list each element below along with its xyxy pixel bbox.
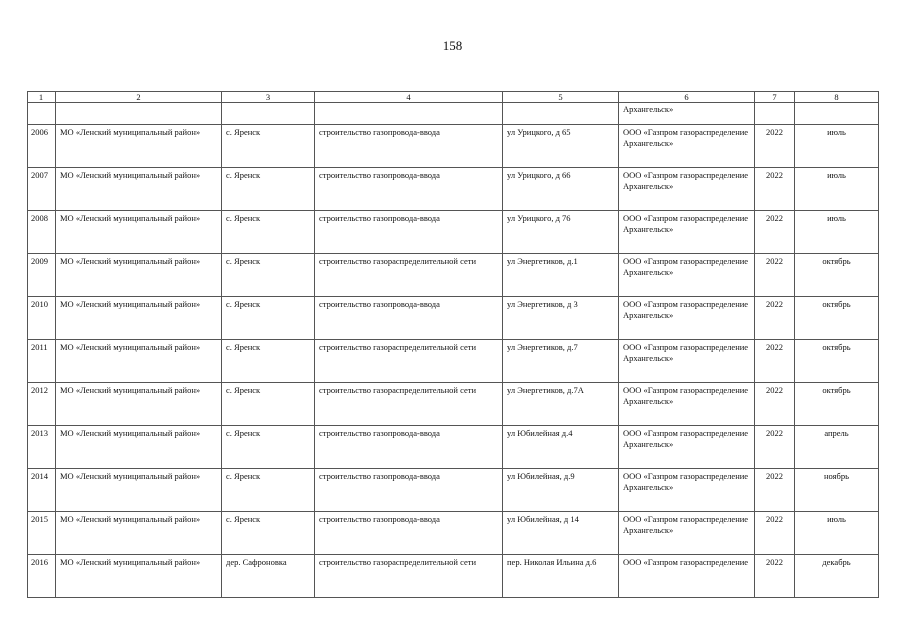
settlement-cell: с. Яренск: [222, 383, 315, 426]
municipality-cell: МО «Ленский муниципальный район»: [56, 469, 222, 512]
row-number-cell: 2013: [28, 426, 56, 469]
year-cell: 2022: [755, 426, 795, 469]
row-number-cell: [28, 103, 56, 125]
municipality-cell: МО «Ленский муниципальный район»: [56, 555, 222, 598]
address-cell: ул Юбилейная д.4: [503, 426, 619, 469]
address-cell: ул Урицкого, д 76: [503, 211, 619, 254]
row-number-cell: 2015: [28, 512, 56, 555]
organization-cell: Архангельск»: [619, 103, 755, 125]
settlement-cell: с. Яренск: [222, 512, 315, 555]
organization-cell: ООО «Газпром газораспределение Архангельск»: [619, 512, 755, 555]
column-header-3: 3: [222, 92, 315, 103]
year-cell: 2022: [755, 383, 795, 426]
address-cell: ул Урицкого, д 65: [503, 125, 619, 168]
table-row: [28, 512, 879, 555]
column-header-5: 5: [503, 92, 619, 103]
year-cell: 2022: [755, 297, 795, 340]
month-cell: июль: [795, 211, 879, 254]
work-type-cell: строительство газораспределительной сети: [315, 340, 503, 383]
year-cell: 2022: [755, 254, 795, 297]
column-header-7: 7: [755, 92, 795, 103]
work-type-cell: строительство газораспределительной сети: [315, 254, 503, 297]
municipality-cell: МО «Ленский муниципальный район»: [56, 125, 222, 168]
address-cell: ул Урицкого, д 66: [503, 168, 619, 211]
month-cell: октябрь: [795, 254, 879, 297]
row-number-cell: 2008: [28, 211, 56, 254]
address-cell: ул Юбилейная, д 14: [503, 512, 619, 555]
work-type-cell: строительство газораспределительной сети: [315, 555, 503, 598]
table-row: [28, 426, 879, 469]
year-cell: 2022: [755, 512, 795, 555]
month-cell: [795, 103, 879, 125]
organization-cell: ООО «Газпром газораспределение Архангельск»: [619, 211, 755, 254]
work-type-cell: строительство газопровода-ввода: [315, 426, 503, 469]
work-type-cell: строительство газопровода-ввода: [315, 211, 503, 254]
settlement-cell: с. Яренск: [222, 340, 315, 383]
municipality-cell: МО «Ленский муниципальный район»: [56, 211, 222, 254]
organization-cell: ООО «Газпром газораспределение Архангельск»: [619, 426, 755, 469]
column-header-4: 4: [315, 92, 503, 103]
organization-cell: ООО «Газпром газораспределение Архангельск»: [619, 469, 755, 512]
year-cell: 2022: [755, 340, 795, 383]
address-cell: ул Энергетиков, д.7А: [503, 383, 619, 426]
address-cell: ул Энергетиков, д.7: [503, 340, 619, 383]
month-cell: октябрь: [795, 340, 879, 383]
organization-cell: ООО «Газпром газораспределение Архангельск»: [619, 125, 755, 168]
work-type-cell: [315, 103, 503, 125]
row-number-cell: 2012: [28, 383, 56, 426]
year-cell: 2022: [755, 555, 795, 598]
table-row: [28, 469, 879, 512]
month-cell: октябрь: [795, 297, 879, 340]
month-cell: октябрь: [795, 383, 879, 426]
municipality-cell: МО «Ленский муниципальный район»: [56, 297, 222, 340]
address-cell: ул Энергетиков, д 3: [503, 297, 619, 340]
table-row: [28, 125, 879, 168]
column-header-6: 6: [619, 92, 755, 103]
month-cell: апрель: [795, 426, 879, 469]
row-number-cell: 2006: [28, 125, 56, 168]
work-type-cell: строительство газопровода-ввода: [315, 168, 503, 211]
organization-cell: ООО «Газпром газораспределение: [619, 555, 755, 598]
table-row: [28, 211, 879, 254]
column-header-2: 2: [56, 92, 222, 103]
settlement-cell: с. Яренск: [222, 125, 315, 168]
month-cell: июль: [795, 168, 879, 211]
table-row: [28, 254, 879, 297]
row-number-cell: 2009: [28, 254, 56, 297]
month-cell: декабрь: [795, 555, 879, 598]
settlement-cell: дер. Сафроновка: [222, 555, 315, 598]
organization-cell: ООО «Газпром газораспределение Архангельск»: [619, 297, 755, 340]
row-number-cell: 2014: [28, 469, 56, 512]
municipality-cell: МО «Ленский муниципальный район»: [56, 426, 222, 469]
organization-cell: ООО «Газпром газораспределение Архангельск»: [619, 168, 755, 211]
row-number-cell: 2011: [28, 340, 56, 383]
row-number-cell: 2007: [28, 168, 56, 211]
table-row: [28, 383, 879, 426]
work-type-cell: строительство газопровода-ввода: [315, 469, 503, 512]
month-cell: ноябрь: [795, 469, 879, 512]
settlement-cell: [222, 103, 315, 125]
municipality-cell: МО «Ленский муниципальный район»: [56, 512, 222, 555]
settlement-cell: с. Яренск: [222, 254, 315, 297]
work-type-cell: строительство газопровода-ввода: [315, 297, 503, 340]
year-cell: 2022: [755, 125, 795, 168]
month-cell: июль: [795, 512, 879, 555]
month-cell: июль: [795, 125, 879, 168]
organization-cell: ООО «Газпром газораспределение Архангельск»: [619, 254, 755, 297]
gasification-table: [27, 91, 879, 598]
work-type-cell: строительство газопровода-ввода: [315, 512, 503, 555]
page-number: 158: [442, 38, 463, 53]
address-cell: ул Юбилейная, д.9: [503, 469, 619, 512]
municipality-cell: МО «Ленский муниципальный район»: [56, 168, 222, 211]
year-cell: 2022: [755, 211, 795, 254]
organization-cell: ООО «Газпром газораспределение Архангельск»: [619, 383, 755, 426]
table-row: [28, 555, 879, 598]
year-cell: 2022: [755, 168, 795, 211]
continuation-row: [28, 103, 879, 125]
municipality-cell: МО «Ленский муниципальный район»: [56, 383, 222, 426]
header-row: [28, 92, 879, 103]
year-cell: 2022: [755, 469, 795, 512]
municipality-cell: МО «Ленский муниципальный район»: [56, 340, 222, 383]
column-header-1: 1: [28, 92, 56, 103]
settlement-cell: с. Яренск: [222, 426, 315, 469]
work-type-cell: строительство газопровода-ввода: [315, 125, 503, 168]
table-row: [28, 340, 879, 383]
settlement-cell: с. Яренск: [222, 469, 315, 512]
table-row: [28, 168, 879, 211]
table-row: [28, 297, 879, 340]
municipality-cell: МО «Ленский муниципальный район»: [56, 254, 222, 297]
municipality-cell: [56, 103, 222, 125]
row-number-cell: 2010: [28, 297, 56, 340]
settlement-cell: с. Яренск: [222, 211, 315, 254]
address-cell: [503, 103, 619, 125]
settlement-cell: с. Яренск: [222, 168, 315, 211]
organization-cell: ООО «Газпром газораспределение Архангельск»: [619, 340, 755, 383]
address-cell: ул Энергетиков, д.1: [503, 254, 619, 297]
settlement-cell: с. Яренск: [222, 297, 315, 340]
work-type-cell: строительство газораспределительной сети: [315, 383, 503, 426]
year-cell: [755, 103, 795, 125]
address-cell: пер. Николая Ильина д.6: [503, 555, 619, 598]
row-number-cell: 2016: [28, 555, 56, 598]
column-header-8: 8: [795, 92, 879, 103]
